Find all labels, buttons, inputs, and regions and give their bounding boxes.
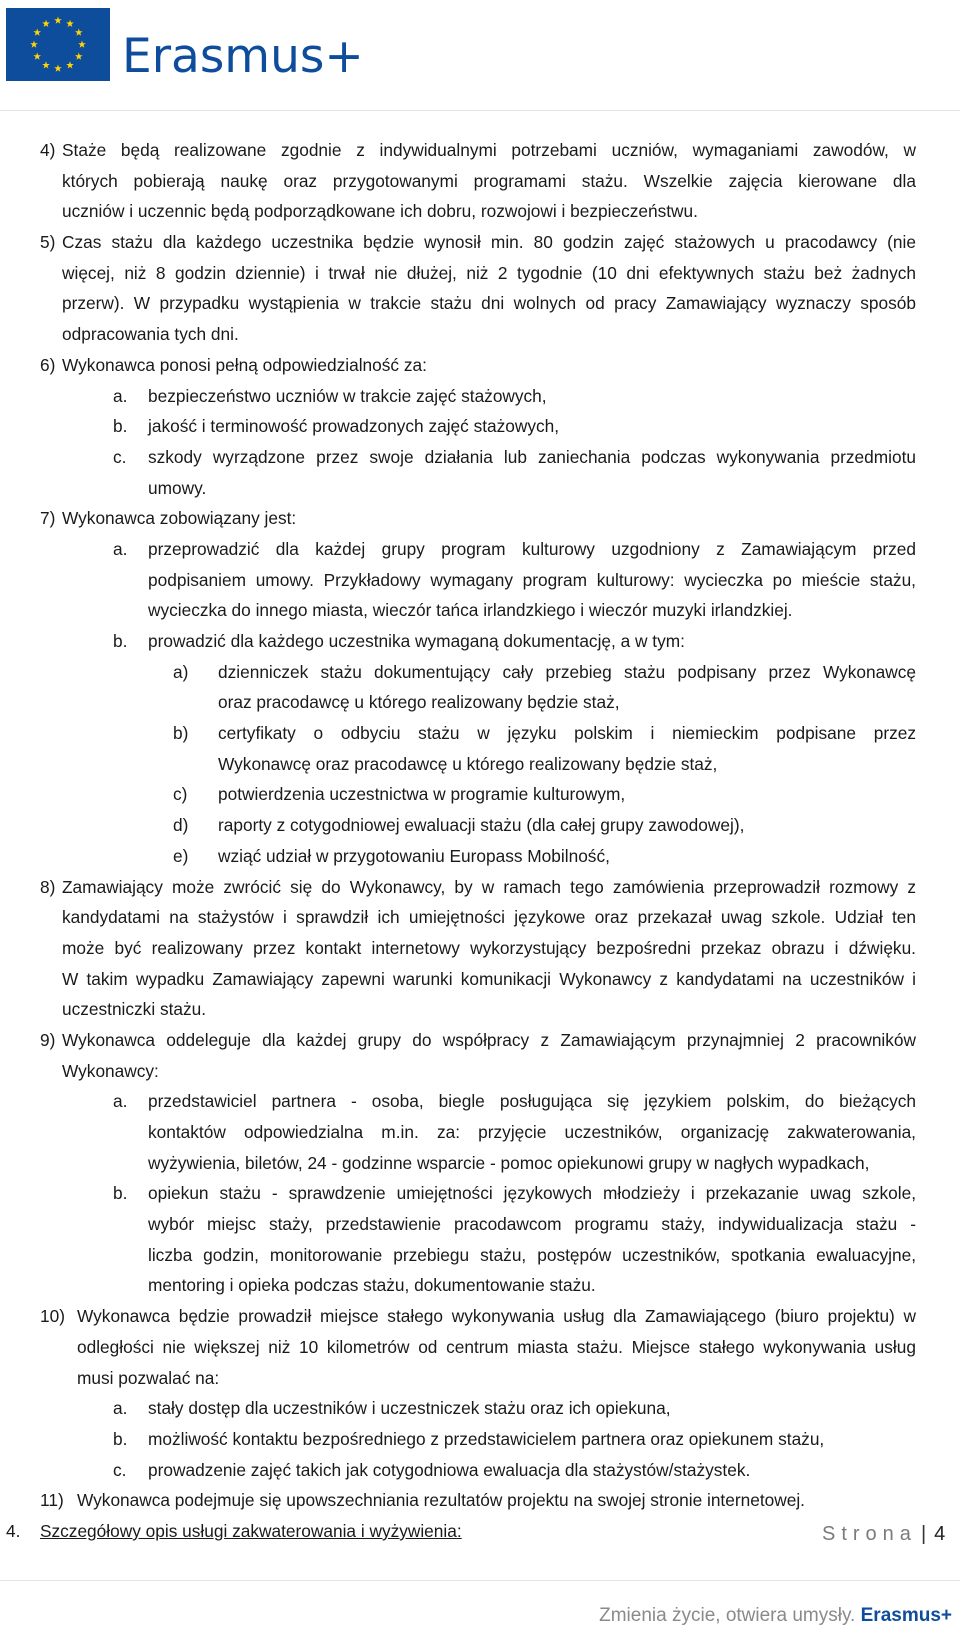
item-text: odpracowania tych dni. [62,324,239,345]
section-heading [0,1516,960,1547]
page-number [822,1523,945,1546]
item-number: 4) [40,140,56,160]
item-text: Wykonawca ponosi pełną odpowiedzialność za: [62,354,427,375]
sub-item-continuation [0,1117,960,1148]
list-item-continuation [0,166,960,197]
sub-item-continuation [0,473,960,504]
item-text: wyżywienia, biletów, 24 - godzinne wsparcie - pomoc opiekunowi grupy w nagłych wypadkach, [148,1152,870,1173]
item-text: uczestniczki stażu. [62,999,207,1020]
page-footer [599,1605,952,1627]
item-number: 11) [40,1490,64,1511]
item-letter: a. [113,538,128,559]
item-text: Zamawiający może zwrócić się do Wykonawcy, by w ramach tego zamówienia przeprowadził rozmowy z [62,876,916,897]
footer-divider [0,1580,960,1581]
sub-item [0,534,960,565]
item-letter: b. [113,416,128,437]
item-text: odległości nie większej niż 10 kilometrów od centrum miasta stażu. Miejsce stałego wykonywania usług [77,1336,916,1357]
item-text: prowadzić dla każdego uczestnika wymaganą dokumentację, a w tym: [148,631,685,651]
page-number-separator: | [920,1523,927,1545]
item-text: mentoring i opieka podczas stażu, dokumentowanie stażu. [148,1275,596,1296]
item-text: oraz pracodawcę u którego realizowany będzie staż, [218,692,620,713]
item-number: 7) [40,508,56,529]
item-text: prowadzenie zajęć takich jak cotygodniowa ewaluacja dla stażystów/stażystek. [148,1459,751,1480]
sub-item [0,1393,960,1424]
sub-item [0,411,960,442]
sub-item [0,1424,960,1455]
sub-item-continuation [0,1209,960,1240]
item-text: może być realizowany przez kontakt internetowy wykorzystujący bezpośredni przekaz obrazu i dźwięku. [62,937,916,958]
list-item [0,1301,960,1332]
list-item [0,1025,960,1056]
item-text: stały dostęp dla uczestników i uczestniczek stażu oraz ich opiekuna, [148,1398,671,1419]
page-number-value: 4 [934,1523,946,1545]
item-text: bezpieczeństwo uczniów w trakcie zajęć stażowych, [148,385,547,406]
item-number: 9) [40,1029,56,1050]
item-text: podpisaniem umowy. Przykładowy wymagany program kulturowy: wycieczka po mieście stażu, [148,569,916,590]
item-number: 6) [40,354,56,375]
list-item-continuation [0,1332,960,1363]
list-item-continuation [0,196,960,227]
list-item [0,503,960,534]
list-item-continuation [0,994,960,1025]
item-text: Wykonawca podejmuje się upowszechniania rezultatów projektu na swojej stronie internetowej. [77,1490,805,1511]
item-text: Czas stażu dla każdego uczestnika będzie wynosił min. 80 godzin zajęć stażowych u pracodawcy (nie [62,232,916,253]
page-header [0,0,960,110]
item-text: szkody wyrządzone przez swoje działania lub zaniechania podczas wykonywania przedmiotu [148,446,916,467]
list-item-continuation [0,964,960,995]
item-text: opiekun stażu - sprawdzenie umiejętności językowych młodzieży i przekazanie uwag szkole, [148,1183,916,1204]
item-text: Staże będą realizowane zgodnie z indywidualnymi potrzebami uczniów, wymaganiami zawodów, w [62,140,916,160]
item-text: Wykonawcy: [62,1060,159,1081]
sub-item-continuation [0,565,960,596]
item-text: przedstawiciel partnera - osoba, biegle posługująca się językiem polskim, do bieżących [148,1091,916,1112]
sub-sub-item [0,841,960,872]
list-item [0,227,960,258]
list-item [0,872,960,903]
item-number: 10) [40,1306,65,1327]
item-letter: b. [113,631,128,651]
sub-sub-item-continuation [0,749,960,780]
list-item [0,350,960,381]
item-text: potwierdzenia uczestnictwa w programie kulturowym, [218,784,626,805]
eu-flag-icon [6,8,110,81]
erasmus-logo-text: Erasmus+ [122,29,364,84]
item-text: liczba godzin, monitorowanie przebiegu stażu, postępów uczestników, spotkania ewaluacyjne, [148,1244,916,1265]
item-text: dzienniczek stażu dokumentujący cały przebieg stażu podpisany przez Wykonawcę [218,661,916,682]
sub-item-continuation [0,1270,960,1301]
list-item-continuation [0,319,960,350]
page-label: Strona [822,1523,917,1545]
item-letter: c. [113,1459,127,1480]
item-letter: a) [173,661,189,682]
item-letter: a. [113,1398,128,1419]
list-item-continuation [0,902,960,933]
item-text: wziąć udział w przygotowaniu Europass Mobilność, [218,845,610,866]
list-item-continuation [0,933,960,964]
sub-item [0,442,960,473]
section-title: Szczegółowy opis usługi zakwaterowania i wyżywienia: [40,1520,462,1541]
item-text: Wykonawca zobowiązany jest: [62,508,297,529]
item-letter: b. [113,1428,128,1449]
item-letter: c) [173,784,188,805]
sub-sub-item [0,810,960,841]
sub-item-continuation [0,1240,960,1271]
item-text: W takim wypadku Zamawiający zapewni warunki komunikacji Wykonawcy z kandydatami na uczestników i [62,968,916,989]
list-item [0,1485,960,1516]
sub-item-continuation [0,595,960,626]
section-number: 4. [6,1520,21,1541]
header-divider [0,110,960,111]
document-body [0,135,960,1547]
sub-sub-item [0,657,960,688]
item-text: możliwość kontaktu bezpośredniego z przedstawicielem partnera oraz opiekunem stażu, [148,1428,825,1449]
sub-item [0,1178,960,1209]
item-letter: a. [113,385,128,406]
sub-sub-item-continuation [0,687,960,718]
item-text: Wykonawca będzie prowadził miejsce stałego wykonywania usług dla Zamawiającego (biuro projektu) w [77,1306,916,1327]
item-letter: e) [173,845,189,866]
sub-item [0,626,960,657]
sub-item [0,1455,960,1486]
list-item-continuation [0,288,960,319]
item-text: więcej, niż 8 godzin dziennie) i trwał nie dłużej, niż 2 tygodnie (10 dni efektywnych stażu beż żadnych [62,262,916,283]
item-text: umowy. [148,477,207,498]
item-text: Wykonawcę oraz pracodawcę u którego realizowany będzie staż, [218,753,718,774]
sub-item-continuation [0,1148,960,1179]
item-text: wycieczka do innego miasta, wieczór tańca irlandzkiego i wieczór muzyki irlandzkiej. [148,600,793,621]
item-text: Wykonawca oddeleguje dla każdej grupy do współpracy z Zamawiającym przynajmniej 2 pracowników [62,1029,916,1050]
item-text: musi pozwalać na: [77,1367,220,1388]
item-text: kontaktów odpowiedzialna m.in. za: przyjęcie uczestników, organizację zakwaterowania, [148,1122,916,1142]
item-letter: a. [113,1091,128,1112]
item-text: certyfikaty o odbyciu stażu w języku polskim i niemieckim podpisane przez [218,723,916,744]
item-letter: b) [173,723,189,744]
list-item [0,135,960,166]
item-text: uczniów i uczennic będą podporządkowane ich dobru, rozwojowi i bezpieczeństwu. [62,201,698,222]
item-letter: c. [113,446,127,467]
list-item-continuation [0,1363,960,1394]
footer-brand: Erasmus+ [860,1605,952,1626]
item-number: 5) [40,232,56,253]
item-text: przeprowadzić dla każdej grupy program kulturowy uzgodniony z Zamawiającym przed [148,538,916,559]
item-text: przerw). W przypadku wystąpienia w trakcie stażu dni wolnych od pracy Zamawiający wyznaczy sposób [62,293,916,314]
sub-sub-item [0,779,960,810]
list-item-continuation [0,1056,960,1087]
sub-sub-item [0,718,960,749]
item-text: których pobierają naukę oraz przygotowanymi programami stażu. Wszelkie zajęcia kierowane dla [62,170,916,191]
item-letter: b. [113,1183,128,1204]
item-text: kandydatami na stażystów i sprawdził ich umiejętności językowe oraz przekazał uwag szkole. Udział ten [62,907,916,928]
footer-tagline: Zmienia życie, otwiera umysły. [599,1605,856,1626]
item-letter: d) [173,815,189,836]
item-text: wybór miejsc staży, przedstawienie pracodawcom programu staży, indywidualizacja stażu - [148,1214,916,1235]
item-text: jakość i terminowość prowadzonych zajęć stażowych, [148,416,560,437]
sub-item [0,1086,960,1117]
list-item-continuation [0,258,960,289]
item-text: raporty z cotygodniowej ewaluacji stażu (dla całej grupy zawodowej), [218,815,745,836]
sub-item [0,381,960,412]
item-number: 8) [40,876,56,897]
